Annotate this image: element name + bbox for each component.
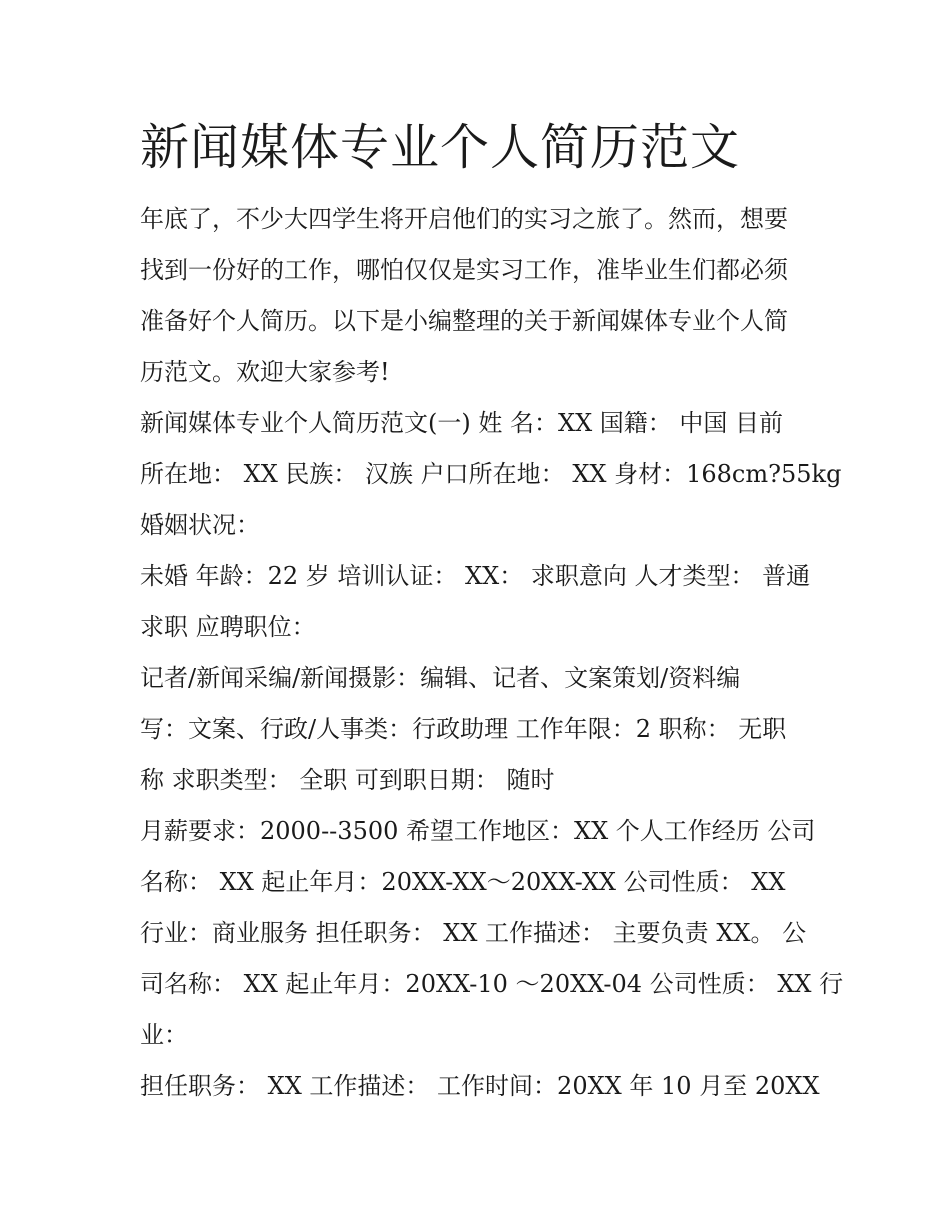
text-line: 记者/新闻采编/新闻摄影：编辑、记者、文案策划/资料编 [140,664,741,692]
text-line: 称 求职类型： 全职 可到职日期： 随时 [140,766,555,794]
text-line: 名称： XX 起止年月：20XX-XX～20XX-XX 公司性质： XX [140,868,786,896]
text-line: 写：文案、行政/人事类：行政助理 工作年限：2 职称： 无职 [140,715,787,743]
document-title: 新闻媒体专业个人简历范文 [140,119,741,176]
text-line: 司名称： XX 起止年月：20XX-10 ～20XX-04 公司性质： XX 行 [140,970,844,998]
text-line: 历范文。欢迎大家参考! [140,358,390,386]
text-line: 求职 应聘职位： [140,613,316,641]
text-line: 年底了，不少大四学生将开启他们的实习之旅了。然而，想要 [140,205,788,233]
text-line: 准备好个人简历。以下是小编整理的关于新闻媒体专业个人简 [140,307,788,335]
text-line: 所在地： XX 民族： 汉族 户口所在地： XX 身材：168cm?55kg [140,460,842,488]
text-line: 未婚 年龄：22 岁 培训认证： XX： 求职意向 人才类型： 普通 [140,562,811,590]
text-line: 业： [140,1021,188,1049]
text-line: 月薪要求：2000--3500 希望工作地区：XX 个人工作经历 公司 [140,817,816,845]
text-line: 婚姻状况： [140,511,260,539]
text-line: 找到一份好的工作，哪怕仅仅是实习工作，准毕业生们都必须 [140,256,788,284]
text-line: 新闻媒体专业个人简历范文(一) 姓 名：XX 国籍： 中国 目前 [140,409,784,437]
text-line: 担任职务： XX 工作描述： 工作时间：20XX 年 10 月至 20XX [140,1072,820,1100]
text-line: 行业：商业服务 担任职务： XX 工作描述： 主要负责 XX。 公 [140,919,807,947]
